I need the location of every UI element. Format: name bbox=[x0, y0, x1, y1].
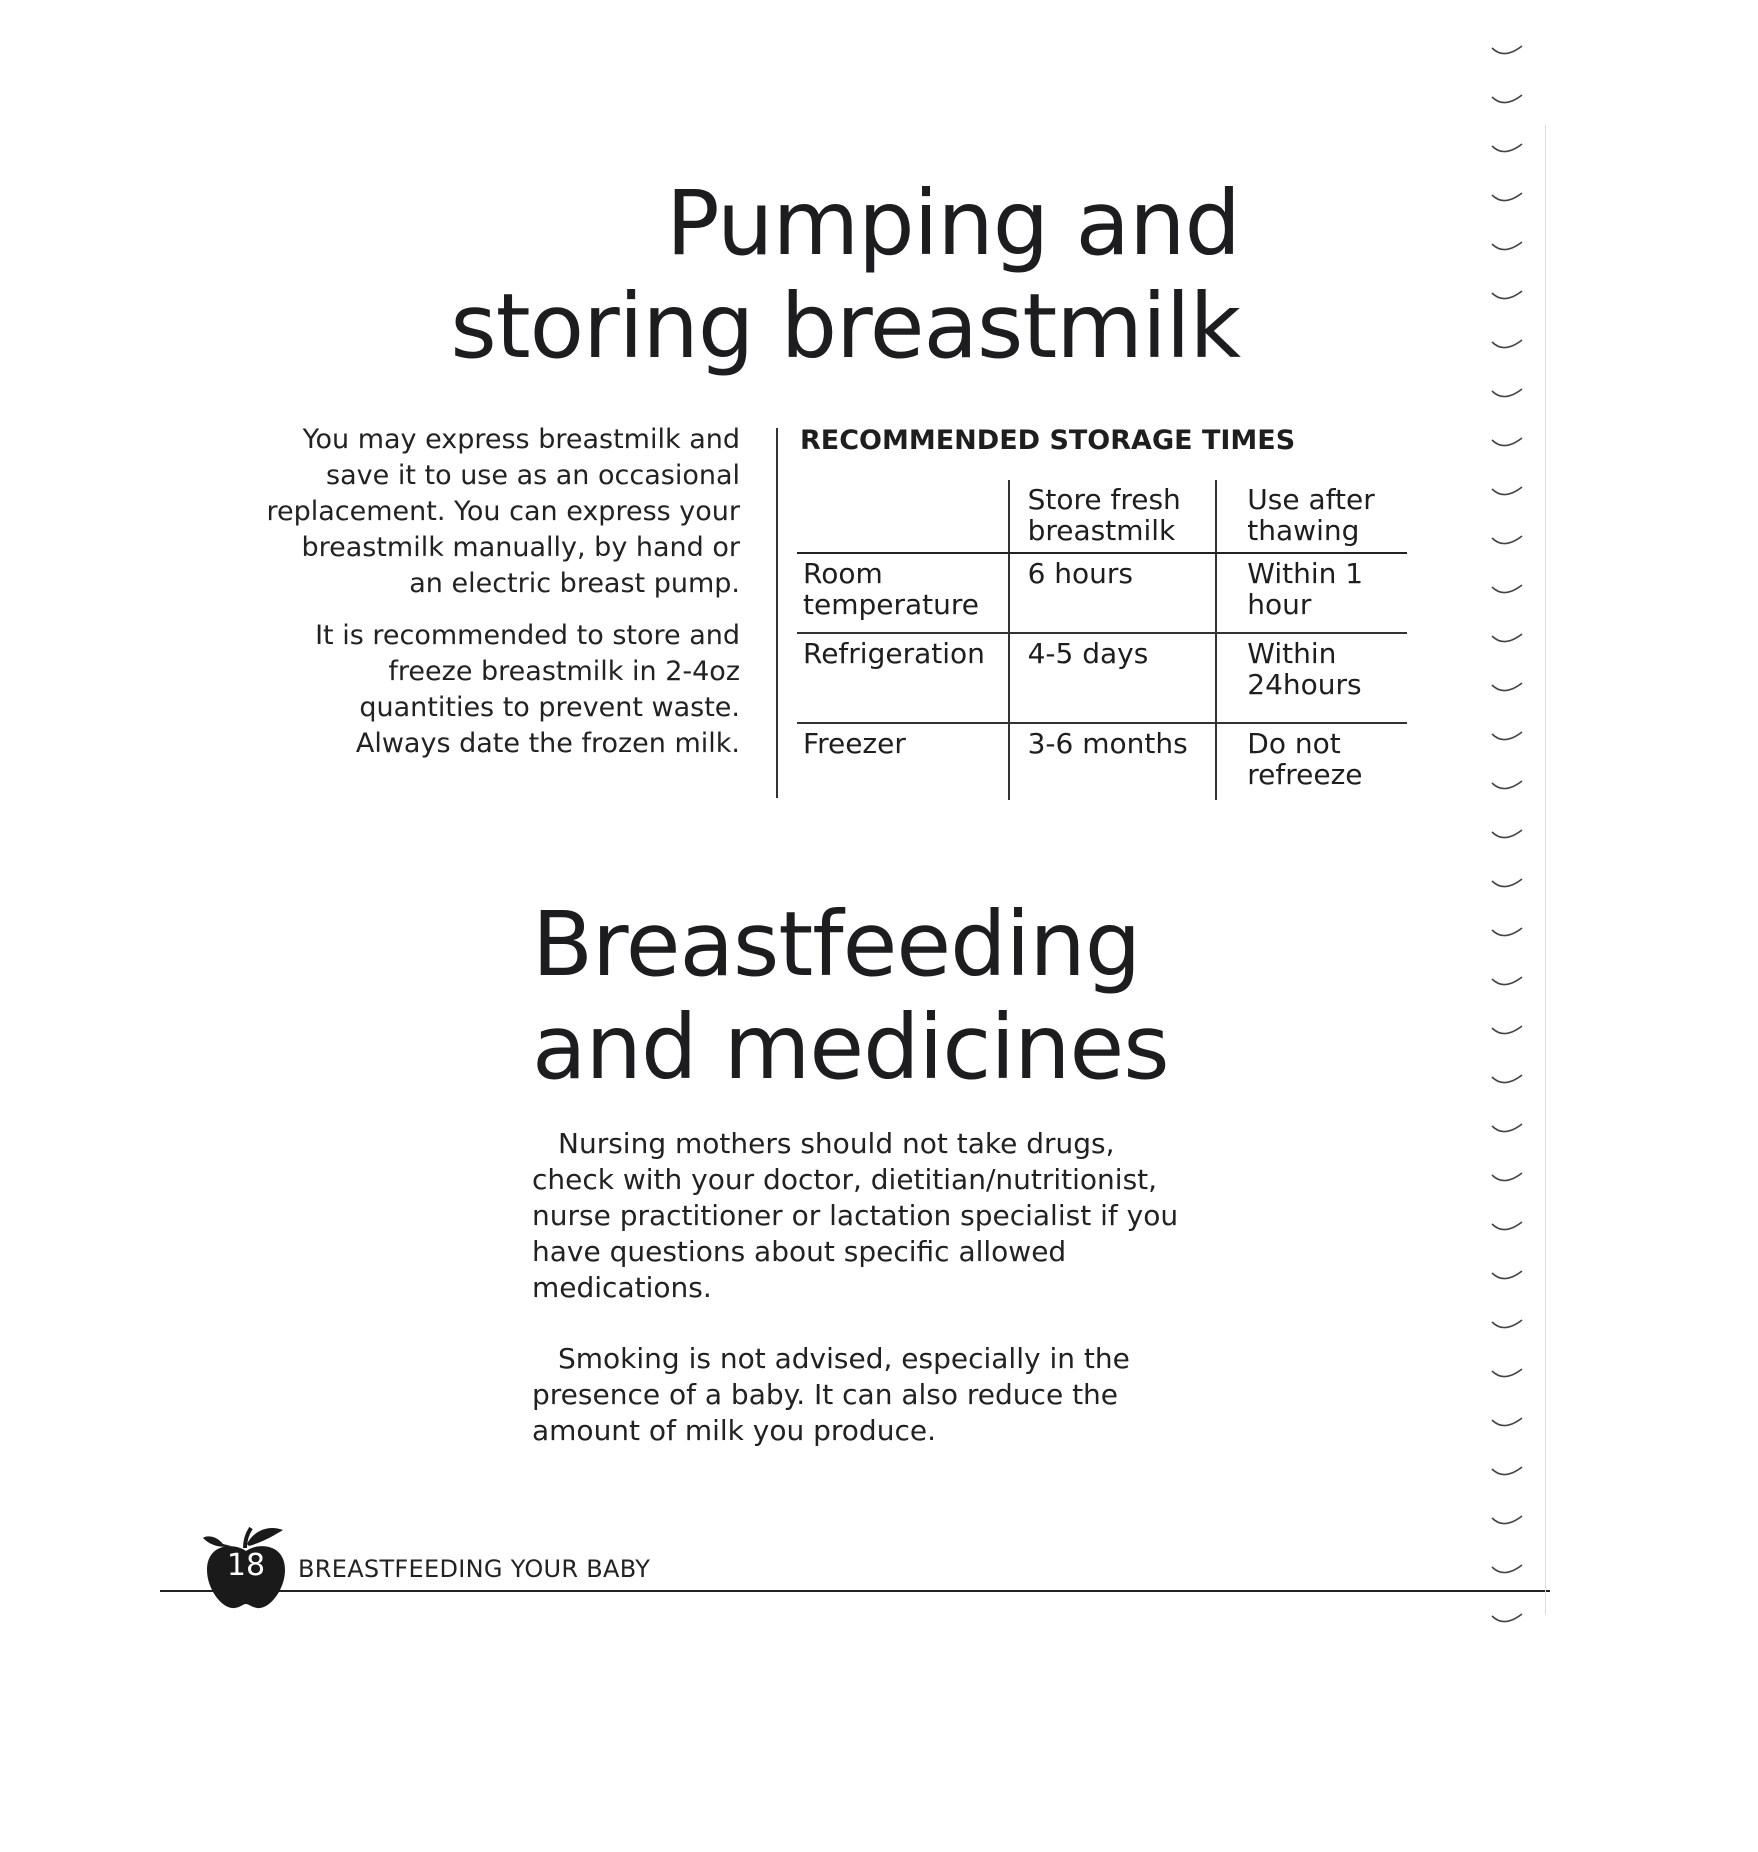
table-cell: Refrigeration bbox=[797, 633, 1009, 723]
table-header-cell: Store fresh breastmilk bbox=[1009, 480, 1217, 553]
binding-hole bbox=[1492, 340, 1522, 348]
binding-hole bbox=[1492, 928, 1522, 936]
page-number: 18 bbox=[226, 1548, 266, 1583]
section-title-line: Pumping and bbox=[665, 171, 1240, 275]
binding-hole bbox=[1492, 1467, 1522, 1475]
table-header-row bbox=[797, 480, 1407, 553]
binding-hole bbox=[1492, 683, 1522, 691]
table-cell: Within 1 hour bbox=[1216, 553, 1407, 633]
binding-hole bbox=[1492, 144, 1522, 152]
binding-hole bbox=[1492, 389, 1522, 397]
binding-hole bbox=[1492, 1026, 1522, 1034]
binding-hole bbox=[1492, 438, 1522, 446]
table-header-cell: Use after thawing bbox=[1216, 480, 1407, 553]
spiral-binding bbox=[1488, 40, 1528, 1660]
storage-table bbox=[797, 480, 1407, 800]
section-title-pumping bbox=[440, 172, 1240, 378]
footer-rule bbox=[160, 1590, 1550, 1592]
table-row bbox=[797, 553, 1407, 633]
body-paragraph: Nursing mothers should not take drugs, check with your doctor, dietitian/nutritionist, nurse practitioner or lactation specialist if you have questions about specific allowed medications. bbox=[532, 1127, 1179, 1304]
table-cell: 6 hours bbox=[1009, 553, 1217, 633]
section-title-medicines bbox=[532, 893, 1169, 1099]
binding-hole bbox=[1492, 585, 1522, 593]
binding-hole bbox=[1492, 1565, 1522, 1573]
table-cell: Within 24hours bbox=[1216, 633, 1407, 723]
page-edge bbox=[1545, 125, 1546, 1615]
binding-hole bbox=[1492, 781, 1522, 789]
binding-hole bbox=[1492, 487, 1522, 495]
table-cell: 3-6 months bbox=[1009, 723, 1217, 800]
binding-hole bbox=[1492, 1369, 1522, 1377]
table-cell: Room temperature bbox=[797, 553, 1009, 633]
table-cell: Freezer bbox=[803, 727, 906, 760]
binding-hole bbox=[1492, 1222, 1522, 1230]
binding-hole bbox=[1492, 634, 1522, 642]
binding-hole bbox=[1492, 1320, 1522, 1328]
table-row bbox=[797, 633, 1407, 723]
table-title: RECOMMENDED STORAGE TIMES bbox=[800, 425, 1296, 456]
running-footer: BREASTFEEDING YOUR BABY bbox=[298, 1555, 651, 1583]
binding-hole bbox=[1492, 830, 1522, 838]
section-title-line: and medicines bbox=[532, 995, 1169, 1099]
section-title-line: storing breastmilk bbox=[450, 274, 1240, 378]
binding-hole bbox=[1492, 1173, 1522, 1181]
binding-hole bbox=[1492, 1516, 1522, 1524]
binding-hole bbox=[1492, 242, 1522, 250]
table-header-cell bbox=[797, 480, 1009, 553]
medicines-text bbox=[532, 1126, 1192, 1484]
body-paragraph: Smoking is not advised, especially in the presence of a baby. It can also reduce the amount of milk you produce. bbox=[532, 1342, 1130, 1447]
table-row bbox=[797, 723, 1407, 800]
binding-hole bbox=[1492, 46, 1522, 54]
binding-hole bbox=[1492, 1418, 1522, 1426]
intro-paragraph: You may express breastmilk and save it to use as an occasional replacement. You can express your breastmilk manually, by hand or an electric breast pump. bbox=[266, 424, 740, 599]
binding-hole bbox=[1492, 95, 1522, 103]
intro-text bbox=[260, 422, 740, 778]
binding-hole bbox=[1492, 1124, 1522, 1132]
binding-hole bbox=[1492, 1614, 1522, 1622]
intro-paragraph: It is recommended to store and freeze breastmilk in 2-4oz quantities to prevent waste. Always date the frozen milk. bbox=[315, 620, 740, 759]
binding-hole bbox=[1492, 291, 1522, 299]
binding-hole bbox=[1492, 1075, 1522, 1083]
section-title-line: Breastfeeding bbox=[532, 892, 1141, 996]
binding-hole bbox=[1492, 732, 1522, 740]
binding-hole bbox=[1492, 977, 1522, 985]
table-cell: 4-5 days bbox=[1009, 633, 1217, 723]
table-cell: Do not refreeze bbox=[1216, 723, 1407, 800]
column-divider bbox=[776, 428, 778, 798]
binding-hole bbox=[1492, 1271, 1522, 1279]
binding-hole bbox=[1492, 879, 1522, 887]
binding-hole bbox=[1492, 536, 1522, 544]
binding-hole bbox=[1492, 193, 1522, 201]
